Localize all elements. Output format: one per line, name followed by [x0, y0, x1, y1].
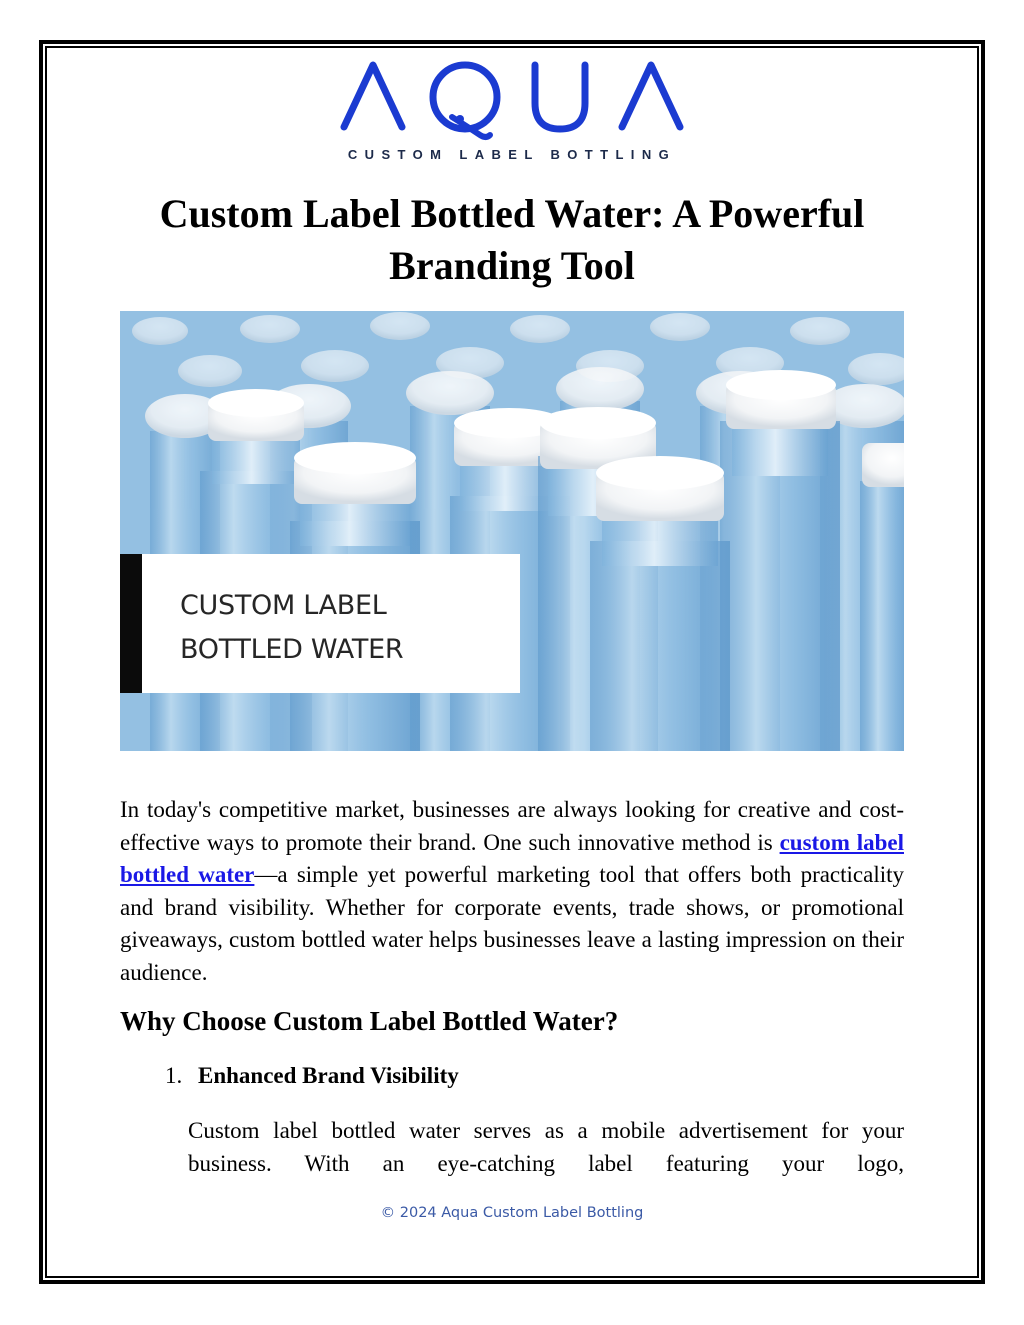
hero-image: [120, 311, 904, 751]
logo-subtitle: CUSTOM LABEL BOTTLING: [347, 147, 677, 162]
page-title: Custom Label Bottled Water: A Powerful Branding Tool: [159, 191, 865, 288]
list-item-label: Enhanced Brand Visibility: [198, 1063, 459, 1088]
list-item-text: Custom label bottled water serves as a mobile advertisement for your business. With an eye-catching label featuring your logo,: [188, 1118, 904, 1176]
list-item: [165, 1060, 459, 1092]
intro-paragraph: [120, 794, 904, 990]
hero-label-line-1: CUSTOM LABEL: [180, 590, 387, 621]
aqua-wordmark-graphic: [330, 55, 694, 145]
aqua-logo: [330, 55, 694, 173]
list-item-number: 1.: [165, 1063, 183, 1088]
hero-label-accent-bar: [120, 554, 142, 693]
hero-label-text: [180, 584, 403, 672]
custom-label-bottled-water-link[interactable]: custom label bottled water: [120, 829, 904, 888]
intro-text-after-link: —a simple yet powerful marketing tool that offers both practicality and brand visibility. Whether for corporate events, trade shows, or promotional giveaways, custom bottled water helps businesses leave a lasting impression on their audience.: [120, 862, 905, 985]
hero-label-panel: [120, 554, 520, 693]
section-heading: Why Choose Custom Label Bottled Water?: [120, 1006, 619, 1036]
page-footer: © 2024 Aqua Custom Label Bottling: [380, 1205, 644, 1221]
intro-text-before-link: In today's competitive market, businesses are always looking for creative and cost-effective ways to promote their brand. One such innovative method is: [120, 797, 904, 855]
hero-label-line-2: BOTTLED WATER: [180, 634, 404, 665]
